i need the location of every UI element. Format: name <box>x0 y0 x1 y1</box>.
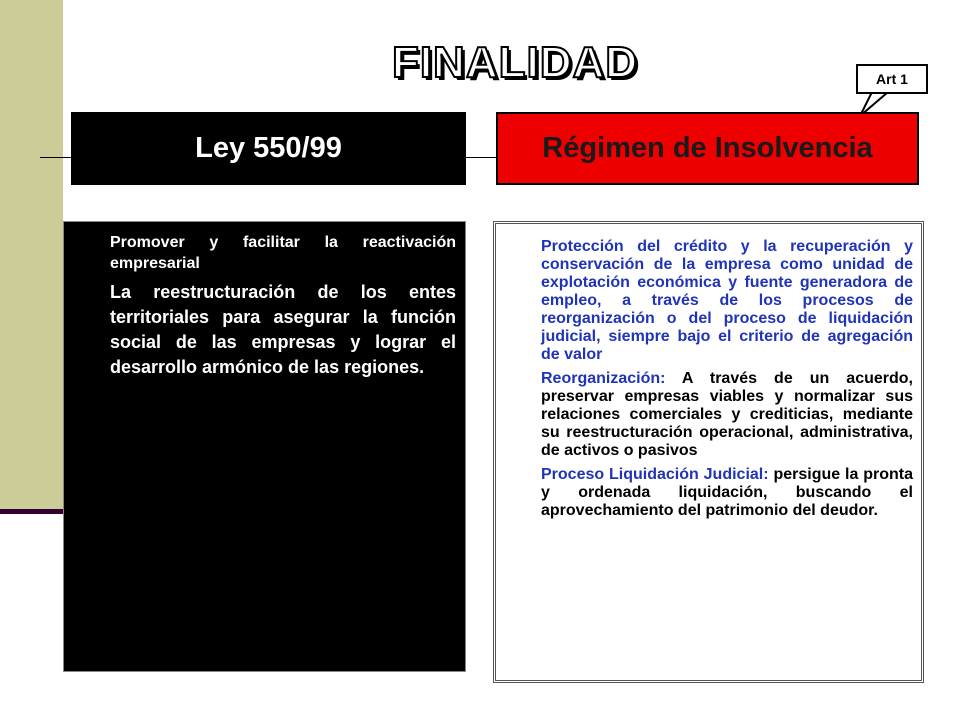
objective-item <box>541 466 913 520</box>
objective-item: La reestructuración de los entes territoriales para asegurar la función social de las empresas y lograr el desarrollo armónico de las regiones. <box>110 282 456 377</box>
law-header: Ley 550/99 <box>71 112 466 185</box>
law-objectives-panel <box>63 221 466 672</box>
objective-item <box>541 238 913 364</box>
objective-label: Proceso Liquidación Judicial: <box>541 466 769 483</box>
article-callout: Art 1 <box>856 64 928 94</box>
callout-pointer <box>0 0 960 130</box>
left-connector-line <box>40 157 71 158</box>
objective-text: persigue la pronta y ordenada liquidación, buscando el aprovechamiento del patrimonio del deudor. <box>541 466 914 519</box>
band-divider-line <box>0 509 66 514</box>
insolvency-header: Régimen de Insolvencia <box>496 112 919 185</box>
objective-label: Reorganización: <box>541 370 666 387</box>
objective-item <box>541 370 913 460</box>
middle-connector-line <box>466 157 496 158</box>
objective-text: A través de un acuerdo, preservar empresas viables y normalizar sus relaciones comerciales y crediticias, mediante su reestructuración operacional, administrativa, de activos o pasivos <box>541 370 913 459</box>
objective-text: Protección del crédito y la recuperación y conservación de la empresa como unidad de explotación económica y fuente generadora de empleo, a través de los procesos de reorganización o del proceso de liquidación judicial, siempre bajo el criterio de agregación de valor <box>541 238 913 363</box>
objective-item: Promover y facilitar la reactivación empresarial <box>110 234 456 272</box>
insolvency-objectives-panel <box>493 221 924 683</box>
slide-title: FINALIDAD <box>391 38 639 87</box>
